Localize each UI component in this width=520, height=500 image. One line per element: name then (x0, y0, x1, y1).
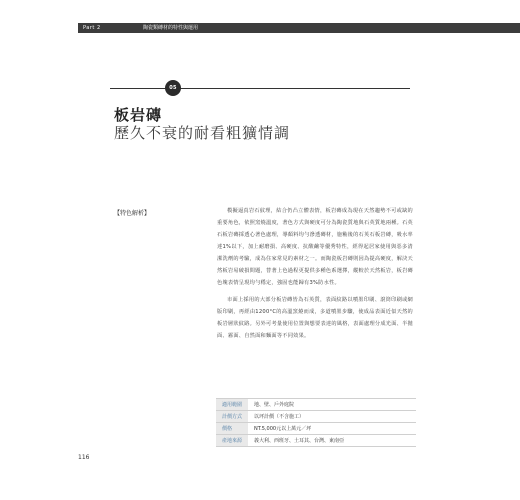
paragraph: 市面上採用的大部分板岩磚皆為石英質，表面紋路以噴墨印刷、滾筒印刷或網版印刷，再經由1200°C的高溫窯燒而成，多道噴墨步驟，使成品表面近似天然的板岩層狀紋路。另外可考量使用位置與想要表達的風格，表面處理分成光面、半拋面、霧面、自然面和麵面等不同效果。 (217, 297, 413, 339)
table-key: 計價方式 (216, 411, 248, 423)
header-title: 陶瓷類磚材的特性與運用 (143, 25, 199, 31)
header-part-label: Part 2 (83, 25, 101, 31)
table-row (216, 399, 416, 411)
table-row (216, 435, 416, 447)
table-row (216, 423, 416, 435)
body-text (217, 205, 413, 347)
section-title: 板岩磚 (114, 106, 163, 124)
feature-label: 【特色解析】 (114, 210, 151, 217)
table-value: 以坪計價（不含施工） (248, 411, 416, 423)
table-value: NT.5,000元以上萬元／坪 (248, 423, 416, 435)
table-row (216, 411, 416, 423)
table-value: 地、壁、戶外庭院 (248, 399, 416, 411)
section-divider (110, 88, 410, 89)
page-number: 116 (78, 454, 90, 461)
table-key: 產地來源 (216, 435, 248, 447)
table-value: 義大利、西班牙、土耳其、台灣、東南亞 (248, 435, 416, 447)
table-key: 價格 (216, 423, 248, 435)
table-key: 適用範圍 (216, 399, 248, 411)
section-number-badge: 05 (165, 80, 181, 96)
paragraph: 模擬逼真岩石紋理，結合仍凸立體表情，板岩磚成為現在天然趨勢不可或缺的重要角色，依照窯燒溫度，著色方式與硬度可分為陶瓷質地與石英質地兩種。石英石板岩磚採透心著色處理，導顏料均勻滲透磚材，施釉後的石英石板岩磚，吸水率達1%以下，加上耐磨損、高硬度、抗酸鹼等優秀特性，經得起居家使用與惡多清潔洗劑的考驗，成為住家常見的素材之一。而陶瓷板岩磚則因為提高硬度，解決天然板岩易破損問題，替著上色過程更提供多種色系選擇，縱較於天然板岩，板岩磚色塊表情呈現均勻穩定，強固也能歸有3%防水性。 (217, 208, 413, 286)
section-subtitle: 歷久不衰的耐看粗獷情調 (114, 124, 291, 142)
info-table (216, 398, 416, 447)
